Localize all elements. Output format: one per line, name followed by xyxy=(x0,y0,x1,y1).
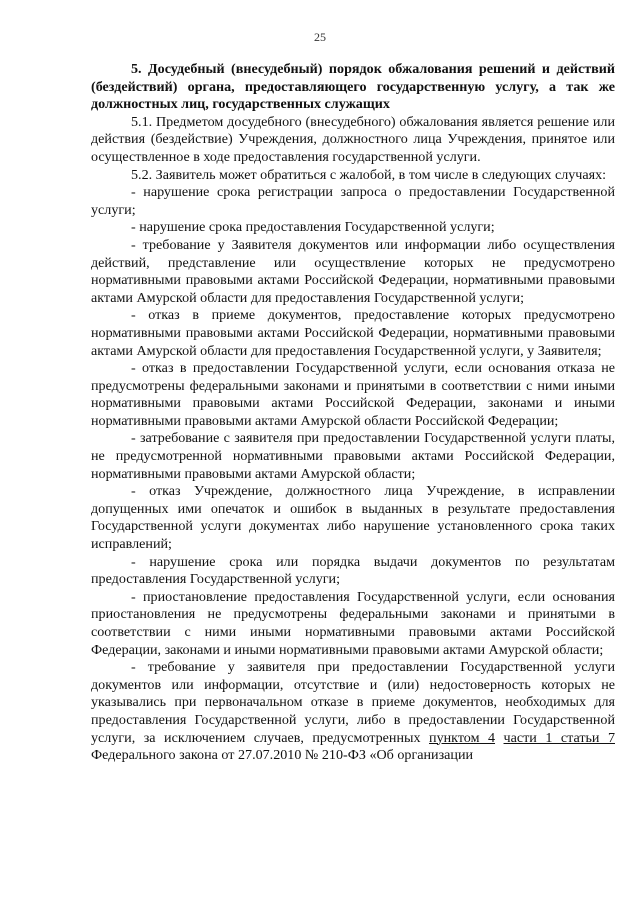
list-item-text: - требование у заявителя при предоставлении Государственной услуги документов или информации, отсутствие и (или) недостоверность которых не указывались при первоначальном отказе в приеме документов, необходимых для предоставления Государственной услуги, либо в предоставлении Государственной услуги, за исключением случаев, предусмотренных xyxy=(91,659,615,746)
list-item: - отказ в предоставлении Государственной услуги, если основания отказа не предусмотрены федеральными законами и принятыми в соответствии с ними иными нормативными правовыми актами Российской Федерации, законами и иными нормативными правовыми актами Амурской области Российской Федерации; xyxy=(91,360,615,429)
list-item: - приостановление предоставления Государственной услуги, если основания приостановления не предусмотрены федеральными законами и принятыми в соответствии с ними иными нормативными правовыми актами Российской Федерации, законами и иными нормативными правовыми актами Амурской области; xyxy=(91,588,615,658)
section-heading: 5. Досудебный (внесудебный) порядок обжалования решений и действий (бездействий) органа, предоставляющего государственную услугу, а так же должностных лиц, государственных служащих xyxy=(91,61,615,113)
list-item: - требование у Заявителя документов или информации либо осуществления действий, представление или осуществление которых не предусмотрено нормативными правовыми актами Российской Федерации, нормативными правовыми актами Амурской области для предоставления Государственной услуги; xyxy=(91,236,615,306)
law-reference-link[interactable]: пунктом 4 xyxy=(429,729,496,746)
paragraph-5-1: 5.1. Предметом досудебного (внесудебного) обжалования является решение или действия (бездействие) Учреждения, должностного лица Учреждения, принятое или осуществленное в ходе предоставления государственной услуги. xyxy=(91,113,615,165)
paragraph-5-2: 5.2. Заявитель может обратиться с жалобой, в том числе в следующих случаях: xyxy=(131,166,607,183)
law-reference-link[interactable]: части 1 статьи 7 xyxy=(503,729,615,746)
list-item: - нарушение срока регистрации запроса о предоставлении Государственной услуги; xyxy=(91,184,615,218)
list-item: - нарушение срока предоставления Государственной услуги; xyxy=(131,219,495,236)
list-item: - нарушение срока или порядка выдачи документов по результатам предоставления Государственной услуги; xyxy=(91,553,615,588)
document-body xyxy=(91,61,615,765)
list-item-text xyxy=(495,730,504,746)
list-item: - затребование с заявителя при предоставлении Государственной услуги платы, не предусмотренной нормативными правовыми актами Российской Федерации, нормативными правовыми актами Амурской области; xyxy=(91,430,615,482)
list-item-last xyxy=(91,659,615,765)
list-item: - отказ в приеме документов, предоставление которых предусмотрено нормативными правовыми актами Российской Федерации, нормативными правовыми актами Амурской области для предоставления Государственной услуги, у Заявителя; xyxy=(91,307,615,359)
list-item: - отказ Учреждение, должностного лица Учреждение, в исправлении допущенных ими опечаток и ошибок в выданных в результате предоставления Государственной услуги документах либо нарушение установленного срока таких исправлений; xyxy=(91,483,615,553)
page-number: 25 xyxy=(314,30,326,44)
list-item-text: Федерального закона от 27.07.2010 № 210-ФЗ «Об организации xyxy=(91,747,474,764)
